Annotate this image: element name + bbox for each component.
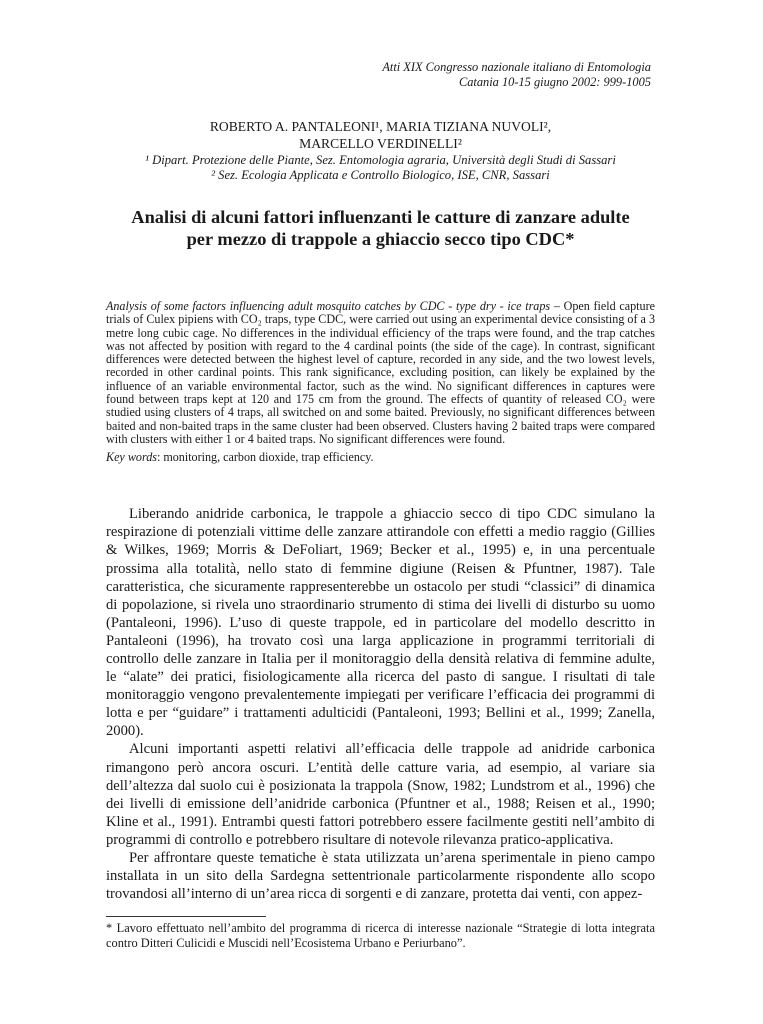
affiliation-1: ¹ Dipart. Protezione delle Piante, Sez. Entomologia agraria, Università degli Studi di Sassari: [145, 153, 616, 167]
body-paragraph-1: Liberando anidride carbonica, le trappole a ghiaccio secco di tipo CDC simulano la respirazione di potenziali vittime delle zanzare attirandole con effetti a medio raggio (Gillies & Wilkes, 1969; Morris & DeFoliart, 1969; Becker et al., 1995) e, in una percentuale prossima alla totalità, nello stato di femmine digiune (Reisen & Pfuntner, 1987). Tale caratteristica, che sicuramente rappresenterebbe un ostacolo per studi “classici” di dinamica di popolazione, si rivela uno straordinario strumento di stima dei livelli di disturbo su uomo (Pantaleoni, 1996). L’uso di queste trappole, ed in particolare del modello descritto in Pantaleoni (1996), ha trovato così una larga applicazione in programmi territoriali di controllo delle zanzare in Italia per il monitoraggio della densità relativa di femmine adulte, le “alate” dei pratici, fisiologicamente alla ricerca del pasto di sangue. I risultati di tale monitoraggio vengono prevalentemente impiegati per verificare l’efficacia dei programmi di lotta e per “guidare” i trattamenti adulticidi (Pantaleoni, 1993; Bellini et al., 1999; Zanella, 2000).: [106, 506, 655, 740]
author-list: [106, 118, 655, 152]
paper-title: [106, 206, 655, 250]
title-line-1: Analisi di alcuni fattori influenzanti le catture di zanzare adulte: [131, 207, 630, 227]
authors-line-1: ROBERTO A. PANTALEONI¹, MARIA TIZIANA NUVOLI²,: [209, 119, 552, 134]
affiliation-2: ² Sez. Ecologia Applicata e Controllo Biologico, ISE, CNR, Sassari: [211, 168, 550, 182]
abstract: [106, 300, 655, 446]
header-conference: Atti XIX Congresso nazionale italiano di Entomologia: [382, 60, 651, 74]
title-line-2: per mezzo di trappole a ghiaccio secco tipo CDC*: [186, 229, 575, 249]
keywords-text: : monitoring, carbon dioxide, trap efficiency.: [156, 450, 374, 465]
keywords-label: Key words: [106, 450, 157, 465]
body-paragraph-3: Per affrontare queste tematiche è stata utilizzata un’arena sperimentale in pieno campo installata in un sito della Sardegna settentrionale particolarmente rispondente allo scopo trovandosi all’interno di un’area ricca di sorgenti e di zanzare, protetta dai venti, con appez-: [106, 850, 655, 903]
body-paragraph-2: Alcuni importanti aspetti relativi all’efficacia delle trappole ad anidride carbonica rimangono però ancora oscuri. L’entità delle catture varia, ad esempio, al variare sia dell’altezza dal suolo cui è posizionata la trappola (Snow, 1982; Lundstrom et al., 1996) che dei livelli di emissione dell’anidride carbonica (Pfuntner et al., 1988; Reisen et al., 1990; Kline et al., 1991). Entrambi questi fattori potrebbero essere facilmente gestiti nell’ambito di programmi di controllo e potrebbero risultare di notevole rilevanza pratico-applicativa.: [106, 741, 655, 848]
body-text: [106, 505, 655, 903]
header-pages: Catania 10-15 giugno 2002: 999-1005: [458, 75, 651, 89]
running-header: [106, 60, 655, 90]
abstract-text: – Open field capture trials of Culex pipiens with CO₂ traps, type CDC, were carried out using an experimental device consisting of a 3 metre long cubic cage. No differences in the individual efficiency of the traps were found, and the trap catches was not affected by position with regard to the 4 cardinal points (the side of the cage). In contrast, significant differences were detected between the highest level of capture, recorded in any side, and the two lowest levels, recorded in other cardinal points. This rank significance, excluding position, can likely be explained by the influence of an variable environmental factor, such as the wind. No significant differences in captures were found between traps kept at 120 and 175 cm from the ground. The effects of quantity of released CO₂ were studied using clusters of 4 traps, all switched on and some baited. Previously, no significant differences between baited and non-baited traps in the same cluster had been observed. Clusters having 2 baited traps were compared with clusters with either 1 or 4 baited traps. No significant differences were found.: [106, 299, 655, 446]
footnote-divider: [106, 916, 266, 917]
abstract-english-title: Analysis of some factors influencing adult mosquito catches by CDC - type dry - ice traps: [106, 299, 551, 313]
footnote: * Lavoro effettuato nell’ambito del programma di ricerca di interesse nazionale “Strategie di lotta integrata contro Ditteri Culicidi e Muscidi nell’Ecosistema Urbano e Periurbano”.: [106, 921, 655, 950]
keywords: [106, 450, 655, 464]
authors-line-2: MARCELLO VERDINELLI²: [299, 136, 462, 151]
affiliations: [106, 153, 655, 183]
